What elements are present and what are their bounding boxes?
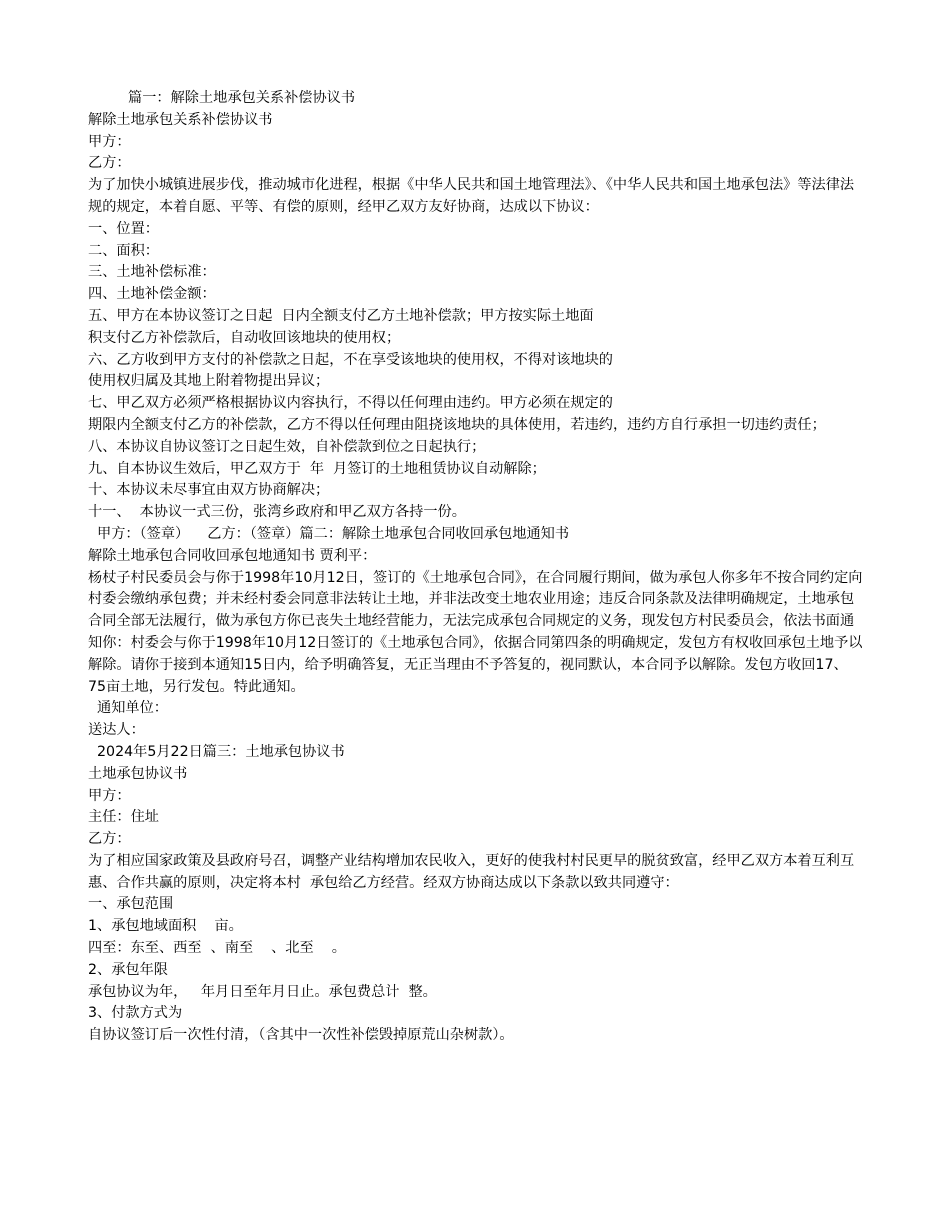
clause-3: 三、土地补偿标准：: [88, 264, 216, 281]
clause-7-line-1: 七、甲乙双方必须严格根据协议内容执行，不得以任何理由违约。甲方必须在规定的: [88, 395, 613, 412]
preamble-paragraph: 为了加快小城镇进展步伐，推动城市化进程，根据《中华人民共和国土地管理法》、《中华人民共和国土地承包法》等法律法规的规定，本着自愿、平等、有偿的原则，经甲乙双方友好协商，达成以下协议：: [88, 177, 855, 215]
party-b-line-3: 乙方：: [88, 831, 131, 848]
clause-2: 二、面积：: [88, 242, 159, 259]
payment-heading: 3、付款方式为: [88, 1005, 183, 1022]
party-a-line-3: 甲方：: [88, 787, 131, 804]
clause-5-line-2: 积支付乙方补偿款后，自动收回该地块的使用权；: [88, 329, 401, 346]
clause-6-line-2: 使用权归属及其地上附着物提出异议；: [88, 373, 330, 390]
deliverer-line: 送达人：: [88, 722, 145, 739]
section-title-1: 篇一：解除土地承包关系补偿协议书: [128, 90, 356, 106]
notice-paragraph: 杨杖子村民委员会与你于1998年10月12日，签订的《土地承包合同》，在合同履行期间，做为承包人你多年不按合同约定向村委会缴纳承包费；并未经村委会同意非法转让土地，并非法改变土地农业用途；违反合同条款及法律明确规定，土地承包合同全部无法履行，做为承包方你已丧失土地经营能力，无法完成承包合同规定的义务，现发包方村民委员会，依法书面通知你：村委会与你于1998年10月12日签订的《土地承包合同》，依据合同第四条的明确规定，发包方有权收回承包土地予以解除。请你于接到本通知15日内，给予明确答复，无正当理由不予答复的，视同默认，本合同予以解除。发包方收回17、75亩土地，另行发包。特此通知。: [88, 569, 863, 695]
contract-preamble: 为了相应国家政策及县政府号召，调整产业结构增加农民收入，更好的使我村村民更早的脱贫致富，经甲乙双方本着互利互惠、合作共赢的原则，决定将本村 承包给乙方经营。经双方协商达成以下条款以致共同遵守：: [88, 852, 855, 891]
document-body: [88, 88, 863, 1047]
area-line: 1、承包地域面积 亩。: [88, 918, 243, 935]
clause-11: 十一、 本协议一式三份，张湾乡政府和甲乙双方各持一份。: [88, 504, 466, 521]
clause-10: 十、本协议未尽事宜由双方协商解决；: [88, 482, 330, 499]
clause-1: 一、位置：: [88, 220, 159, 237]
term-line: 承包协议为年， 年月日至年月日止。承包费总计 整。: [88, 983, 437, 1000]
director-address-line: 主任：住址: [88, 809, 159, 826]
notice-heading: 解除土地承包合同收回承包地通知书 贾利平：: [88, 547, 377, 564]
scope-heading: 一、承包范围: [88, 896, 174, 913]
doc-heading-3: 土地承包协议书: [88, 765, 188, 782]
clause-7-line-2: 期限内全额支付乙方的补偿款，乙方不得以任何理由阻挠该地块的具体使用，若违约，违约方自行承担一切违约责任；: [88, 416, 826, 433]
clause-9: 九、自本协议生效后，甲乙双方于 年 月签订的土地租赁协议自动解除；: [88, 460, 546, 477]
date-line: 2024年5月22日篇三：土地承包协议书: [88, 743, 345, 760]
clause-5-line-1: 五、甲方在本协议签订之日起 日内全额支付乙方土地补偿款；甲方按实际土地面: [88, 307, 594, 324]
payment-line: 自协议签订后一次性付清，（含其中一次性补偿毁掉原荒山杂树款）。: [88, 1027, 514, 1044]
term-heading: 2、承包年限: [88, 961, 168, 978]
boundaries-line: 四至：东至、西至 、南至 、北至 。: [88, 940, 346, 957]
party-b-line: 乙方：: [88, 155, 131, 172]
clause-4: 四、土地补偿金额：: [88, 286, 216, 303]
party-a-line: 甲方：: [88, 133, 131, 150]
clause-6-line-1: 六、乙方收到甲方支付的补偿款之日起，不在享受该地块的使用权，不得对该地块的: [88, 351, 613, 368]
notice-unit-line: 通知单位：: [88, 700, 168, 717]
signature-line: 甲方：（签章） 乙方：（签章）篇二：解除土地承包合同收回承包地通知书: [88, 525, 570, 542]
clause-8: 八、本协议自协议签订之日起生效，自补偿款到位之日起执行；: [88, 438, 486, 455]
doc-heading-1: 解除土地承包关系补偿协议书: [88, 111, 273, 128]
